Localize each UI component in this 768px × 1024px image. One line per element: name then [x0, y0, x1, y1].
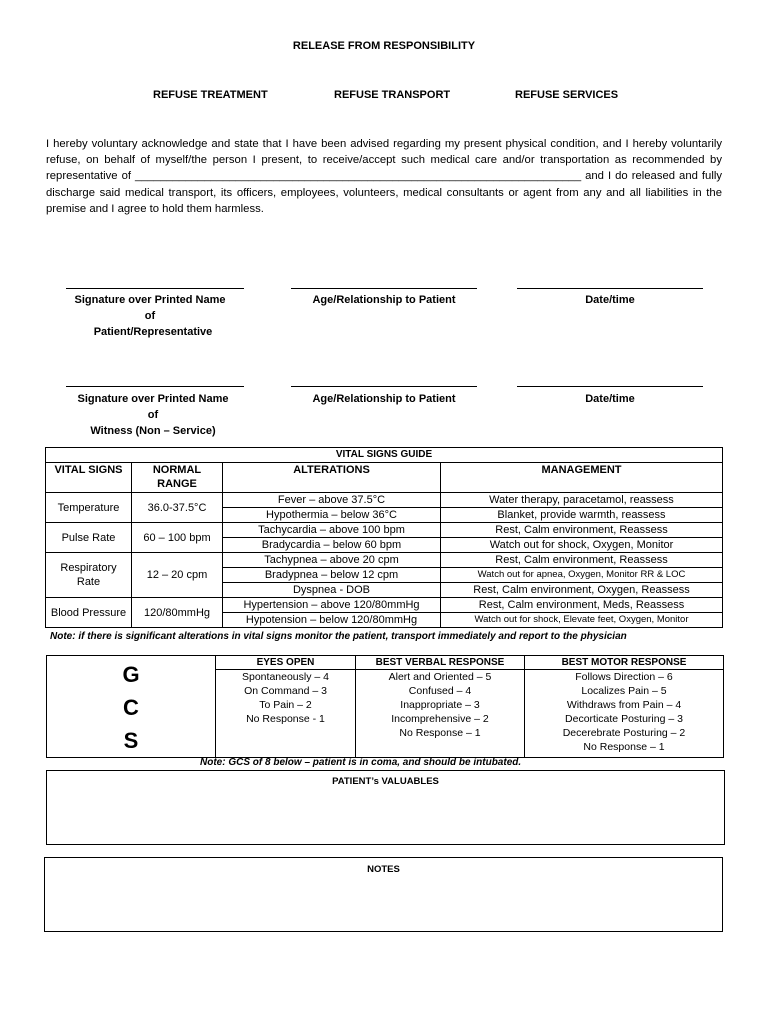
gcs-letter: S [123, 728, 139, 753]
management-cell: Watch out for shock, Oxygen, Monitor [441, 538, 723, 553]
range-pulse: 60 – 100 bpm [132, 523, 223, 553]
gcs-label [47, 656, 216, 758]
gcs-letter: G [122, 662, 140, 687]
col-vital-signs: VITAL SIGNS [46, 463, 132, 493]
gcs-verbal-column [356, 656, 525, 758]
gcs-item: Inappropriate – 3 [400, 699, 480, 711]
col-normal-range: NORMAL RANGE [132, 463, 223, 493]
management-cell: Watch out for apnea, Oxygen, Monitor RR & LOC [441, 568, 723, 583]
vital-blood-pressure: Blood Pressure [46, 598, 132, 628]
patient-valuables-title: PATIENT’s VALUABLES [332, 776, 439, 787]
col-management: MANAGEMENT [441, 463, 723, 493]
signature-label-line3: Patient/Representative [93, 326, 213, 338]
age-relationship-line-patient[interactable] [291, 288, 477, 289]
alteration-cell: Hypothermia – below 36°C [223, 508, 441, 523]
date-time-label-witness: Date/time [585, 393, 635, 405]
signature-label-line3: Witness (Non – Service) [90, 425, 216, 437]
alteration-cell: Dyspnea - DOB [223, 583, 441, 598]
gcs-eyes-column [216, 656, 356, 758]
range-respiratory: 12 – 20 cpm [132, 553, 223, 598]
signature-label-patient [50, 292, 250, 340]
alteration-cell: Hypertension – above 120/80mmHg [223, 598, 441, 613]
option-refuse-treatment: REFUSE TREATMENT [153, 89, 268, 101]
alteration-cell: Tachycardia – above 100 bpm [223, 523, 441, 538]
release-statement: I hereby voluntary acknowledge and state that I have been advised regarding my present physical condition, and I hereby voluntarily refuse, on behalf of myself/the person I present, to receive/accept such medical care and/or transportation as recommended by representative of _______________________________________________________________________ and I do released and fully discharge said medical transport, its officers, employees, volunteers, medical consultants or agent from any and all liabilities in the premise and I agree to hold them harmless. [46, 138, 722, 215]
vital-temperature: Temperature [46, 493, 132, 523]
gcs-item: Withdraws from Pain – 4 [566, 699, 682, 711]
management-cell: Watch out for shock, Elevate feet, Oxygen, Monitor [441, 613, 723, 628]
form-title: RELEASE FROM RESPONSIBILITY [292, 40, 476, 52]
gcs-verbal-header: BEST VERBAL RESPONSE [356, 656, 524, 670]
gcs-note: Note: GCS of 8 below – patient is in coma, and should be intubated. [200, 757, 522, 768]
gcs-item: Spontaneously – 4 [242, 671, 329, 683]
gcs-item: Incomprehensive – 2 [391, 713, 489, 725]
signature-label-line1: Signature over Printed Name [77, 393, 229, 405]
age-relationship-label-patient: Age/Relationship to Patient [312, 294, 456, 306]
gcs-item: No Response – 1 [399, 727, 481, 739]
vital-signs-note: Note: if there is significant alterations in vital signs monitor the patient, transport immediately and report to the physician [50, 631, 627, 642]
alteration-cell: Tachypnea – above 20 cpm [223, 553, 441, 568]
signature-line-patient[interactable] [66, 288, 244, 289]
range-temperature: 36.0-37.5°C [132, 493, 223, 523]
vital-signs-title: VITAL SIGNS GUIDE [46, 448, 723, 463]
option-refuse-transport: REFUSE TRANSPORT [334, 89, 451, 101]
col-alterations: ALTERATIONS [223, 463, 441, 493]
management-cell: Rest, Calm environment, Meds, Reassess [441, 598, 723, 613]
gcs-item: Alert and Oriented – 5 [388, 671, 492, 683]
gcs-motor-column [525, 656, 724, 758]
alteration-cell: Fever – above 37.5°C [223, 493, 441, 508]
notes-title: NOTES [367, 864, 400, 875]
signature-label-line1: Signature over Printed Name [74, 294, 226, 306]
vital-signs-table [45, 447, 723, 628]
gcs-item: Localizes Pain – 5 [581, 685, 667, 697]
gcs-item: No Response - 1 [246, 713, 325, 725]
patient-valuables-box[interactable] [46, 770, 725, 845]
notes-box[interactable] [44, 857, 723, 932]
signature-line-witness[interactable] [66, 386, 244, 387]
date-time-line-witness[interactable] [517, 386, 703, 387]
age-relationship-label-witness: Age/Relationship to Patient [312, 393, 456, 405]
gcs-item: Follows Direction – 6 [575, 671, 673, 683]
gcs-eyes-header: EYES OPEN [216, 656, 355, 670]
signature-label-line2: of [147, 409, 159, 421]
vital-respiratory: Respiratory Rate [46, 553, 132, 598]
gcs-letter: C [123, 695, 139, 720]
range-blood-pressure: 120/80mmHg [132, 598, 223, 628]
age-relationship-line-witness[interactable] [291, 386, 477, 387]
gcs-item: On Command – 3 [244, 685, 327, 697]
gcs-motor-header: BEST MOTOR RESPONSE [525, 656, 723, 670]
signature-label-line2: of [144, 310, 156, 322]
management-cell: Rest, Calm environment, Oxygen, Reassess [441, 583, 723, 598]
alteration-cell: Hypotension – below 120/80mmHg [223, 613, 441, 628]
date-time-label-patient: Date/time [585, 294, 635, 306]
gcs-item: Decerebrate Posturing – 2 [562, 727, 686, 739]
alteration-cell: Bradypnea – below 12 cpm [223, 568, 441, 583]
date-time-line-patient[interactable] [517, 288, 703, 289]
management-cell: Blanket, provide warmth, reassess [441, 508, 723, 523]
option-refuse-services: REFUSE SERVICES [515, 89, 619, 101]
gcs-item: Decorticate Posturing – 3 [565, 713, 683, 725]
management-cell: Rest, Calm environment, Reassess [441, 523, 723, 538]
gcs-item: No Response – 1 [583, 741, 665, 753]
gcs-table [46, 655, 724, 758]
management-cell: Water therapy, paracetamol, reassess [441, 493, 723, 508]
gcs-item: To Pain – 2 [259, 699, 312, 711]
alteration-cell: Bradycardia – below 60 bpm [223, 538, 441, 553]
vital-pulse: Pulse Rate [46, 523, 132, 553]
gcs-item: Confused – 4 [408, 685, 472, 697]
signature-label-witness [53, 391, 253, 439]
management-cell: Rest, Calm environment, Reassess [441, 553, 723, 568]
